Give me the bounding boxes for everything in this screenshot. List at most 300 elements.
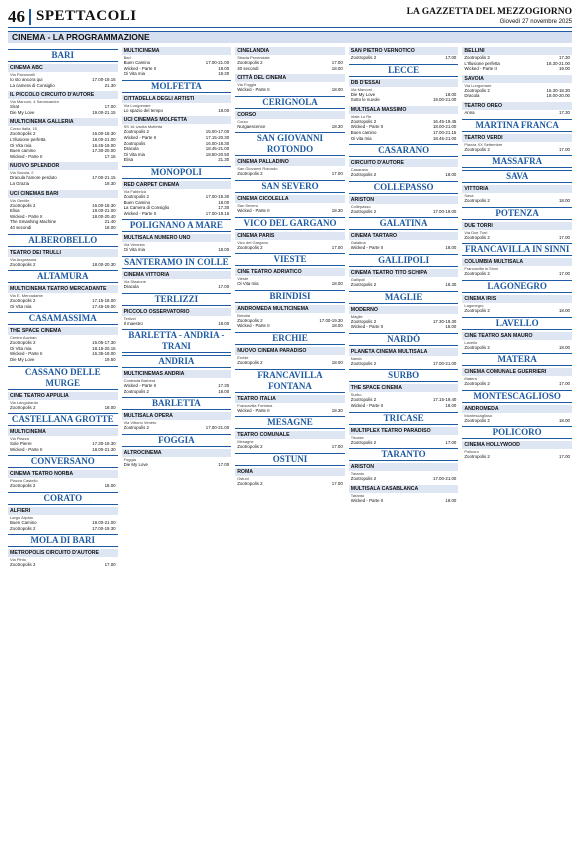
cinema-name: DUE TORRI	[462, 222, 572, 230]
film-title: Zootropolis 2	[464, 271, 490, 277]
city-heading: BARI	[8, 49, 118, 62]
film-title: Zootropolis 2	[237, 480, 263, 486]
showtimes: 15.00-17.00	[205, 129, 230, 135]
showtimes: 17.00-19.30	[319, 317, 343, 323]
showtimes: 18.00-20.40	[92, 213, 116, 219]
cinema-name: CINEMA HOLLYWOOD	[462, 441, 572, 449]
film-row	[462, 110, 572, 116]
cinema-address: Surbo	[350, 392, 362, 398]
film-title: Dracula l'amore perduto	[10, 175, 57, 181]
showtimes: 19.30	[104, 180, 116, 186]
film-title: Zootropolis 2	[237, 317, 263, 323]
city-heading: MESAGNE	[235, 416, 345, 429]
film-title: Wicked - Parte II	[350, 402, 384, 408]
cinema-address: Vieste	[237, 276, 249, 282]
cinema-address: Via Stazione	[123, 278, 146, 284]
showtimes: 17.00-19.30	[205, 193, 230, 199]
city-heading: TARANTO	[349, 448, 459, 461]
showtimes: 18.00	[445, 402, 457, 408]
cinema-address: Via Savoia, 2	[10, 170, 34, 176]
film-title: Zootropolis 2	[237, 244, 263, 250]
showtimes: 18.30-21.00	[546, 60, 570, 66]
film-title: Wicked - Parte II	[237, 87, 270, 93]
cinema-block	[122, 116, 232, 163]
film-title: Wicked - Parte II	[10, 213, 43, 219]
showtimes: 17.00	[331, 60, 343, 65]
film-title: Zootropolis 2	[350, 281, 377, 287]
cinema-block	[349, 79, 459, 103]
listing-column	[462, 47, 572, 835]
film-title: Zootropolis 2	[464, 146, 490, 152]
film-title: 40 secondi	[237, 65, 259, 71]
film-row	[122, 389, 232, 395]
showtimes: 17.00-21.15	[432, 129, 457, 135]
film-title: Zootropolis 2	[10, 340, 36, 346]
cinema-name: MULTISALA OPERA	[122, 412, 232, 420]
cinema-name: CITTÀ DEL CINEMA	[235, 74, 345, 82]
city-heading: ALTAMURA	[8, 270, 118, 283]
cinema-address: Via Due Torri	[464, 229, 488, 235]
showtimes: 17.00	[218, 461, 230, 467]
film-title: Nurgaescence	[237, 123, 266, 129]
showtimes: 17.00	[558, 146, 570, 152]
showtimes: 18.00	[445, 91, 457, 97]
cinema-name: TEATRO VERDI	[462, 134, 572, 142]
cinema-name: CINEMA COMUNALE GUERRIERI	[462, 368, 572, 376]
cinema-name: ALTROCINEMA	[122, 449, 232, 457]
cinema-block	[122, 95, 232, 114]
cinema-address: Via Venezia	[123, 242, 145, 248]
city-heading: CASARANO	[349, 144, 459, 157]
showtimes: 21.30	[104, 82, 116, 88]
city-heading: POLIGNANO A MARE	[122, 219, 232, 232]
film-row	[122, 462, 232, 468]
showtimes: 18.30	[331, 407, 343, 413]
film-title: Anna	[464, 109, 475, 115]
film-row	[235, 245, 345, 251]
city-heading: OSTUNI	[235, 453, 345, 466]
city-heading: GALATINA	[349, 217, 459, 230]
film-row	[462, 381, 572, 387]
film-title: Zootropolis 2	[10, 483, 36, 489]
film-title: Dracula	[123, 283, 139, 289]
cinema-address: Via E. Mercadante	[10, 293, 43, 299]
cinema-block	[122, 308, 232, 327]
cinema-block	[122, 181, 232, 216]
film-row	[349, 136, 459, 142]
film-title: Zootropolis 2	[123, 425, 149, 431]
cinema-name: CINEMA ABC	[8, 64, 118, 72]
film-title: Zootropolis 2	[464, 417, 490, 423]
film-row	[235, 323, 345, 329]
film-title: Zootropolis 2	[10, 562, 36, 568]
cinema-address: Galatina	[350, 240, 366, 246]
cinema-name: TEATRO COMUNALE	[235, 431, 345, 439]
city-heading: BRINDISI	[235, 290, 345, 303]
section-title: SPETTACOLI	[36, 8, 137, 24]
showtimes: 17.00-19.30	[92, 525, 116, 531]
film-title: Wicked - Parte II	[464, 66, 497, 72]
cinema-address: Via Vittorio Veneto	[123, 420, 157, 426]
cinema-address: Bari	[123, 55, 131, 60]
film-title: Zootropolis	[123, 140, 146, 146]
city-heading: MOLFETTA	[122, 80, 232, 93]
showtimes: 19.50	[104, 357, 116, 363]
cinema-address: Nardò	[350, 355, 362, 361]
page-number: 46	[8, 6, 25, 26]
film-row	[122, 71, 232, 77]
cinema-address: Maglie	[350, 313, 363, 319]
cinema-block	[462, 47, 572, 72]
film-title: L'Illusione perfetta	[10, 136, 46, 142]
film-row	[122, 157, 232, 163]
cinema-name: MULTICINEMA GALLERIA	[8, 118, 118, 126]
showtimes: 18.00-20.00	[546, 93, 570, 99]
listing-column	[122, 47, 232, 835]
showtimes: 17.30-19.30	[432, 318, 457, 324]
cinema-name: CINEMA TEATRO TITO SCHIPA	[349, 269, 459, 277]
cinema-address: Erchie	[237, 354, 249, 360]
city-heading: COLLEPASSO	[349, 181, 459, 194]
cinema-address: Piazza XX Settembre	[464, 141, 503, 147]
city-heading: CONVERSANO	[8, 455, 118, 468]
cinema-name: TEATRO DEI TRULLI	[8, 249, 118, 257]
cinema-name: CINEMA VITTORIA	[122, 271, 232, 279]
film-row	[235, 87, 345, 93]
film-title: Buen Camino	[123, 199, 151, 205]
cinema-address: Largo Arpaia	[10, 515, 33, 521]
city-heading: POLICORO	[462, 426, 572, 439]
cinema-block	[462, 441, 572, 460]
showtimes: 18.00	[331, 65, 343, 71]
city-heading: TRICASE	[349, 412, 459, 425]
cinema-address: Via Anguissola	[10, 256, 37, 262]
city-heading: SANTERAMO IN COLLE	[122, 256, 232, 269]
showtimes: 17.00	[331, 480, 343, 486]
film-title: Wicked - Parte II	[10, 446, 43, 452]
city-heading: SAVA	[462, 170, 572, 183]
cinema-block	[462, 405, 572, 424]
film-title: Elisa	[123, 157, 134, 163]
cinema-address: Via Marconi	[350, 86, 372, 92]
city-heading: VICO DEL GARGANO	[235, 217, 345, 230]
cinema-block	[8, 91, 118, 115]
cinema-block	[235, 347, 345, 366]
cinema-name: CINEMA CICOLELLA	[235, 195, 345, 203]
cinema-address: Strada Provinciale	[237, 55, 270, 60]
showtimes: 18.00-21.00	[92, 520, 116, 526]
film-title: Elisa	[10, 208, 20, 214]
cinema-block	[462, 368, 572, 387]
cinema-name: NUOVO SPLENDOR	[8, 162, 118, 170]
cinema-block	[349, 47, 459, 61]
film-title: 40 secondi	[10, 224, 32, 230]
film-title: Zootropolis 2	[350, 397, 377, 403]
showtimes: 17.30	[218, 205, 230, 211]
cinema-name: CINEMA IRIS	[462, 295, 572, 303]
city-heading: CASAMASSIMA	[8, 312, 118, 325]
city-heading: MONOPOLI	[122, 166, 232, 179]
cinema-address: Via Pinto	[10, 557, 26, 563]
cinema-address: Terlizzi	[123, 315, 136, 321]
city-heading: SURBO	[349, 369, 459, 382]
showtimes: 17.00	[445, 55, 457, 60]
cinema-address: Contrada Barbera	[123, 378, 156, 384]
showtimes: 18.00	[104, 224, 116, 230]
film-row	[122, 211, 232, 217]
city-heading: LAVELLO	[462, 317, 572, 330]
film-title: Zootropolis 2	[464, 198, 490, 204]
film-title: Zootropolis 2	[237, 444, 263, 450]
showtimes: 18.45-21.00	[432, 135, 457, 141]
cinema-name: CINELANDIA	[235, 47, 345, 55]
cinema-name: MULTIPLEX TEATRO PARADISO	[349, 427, 459, 435]
city-heading: ANDRIA	[122, 355, 232, 368]
film-row	[122, 425, 232, 431]
showtimes: 19.00	[558, 66, 570, 72]
showtimes: 16.30-18.30	[546, 87, 570, 93]
cinema-address: Gallipoli	[350, 276, 366, 282]
cinema-address: Via Foggia	[237, 82, 257, 88]
film-row	[122, 321, 232, 327]
film-title: Sirat	[10, 104, 20, 110]
film-title: Die My Love	[10, 357, 35, 363]
city-heading: MAGLIE	[349, 291, 459, 304]
cinema-name: UCI CINEMAS BARI	[8, 190, 118, 198]
film-row	[462, 93, 572, 99]
showtimes: 16.45-19.45	[432, 118, 457, 124]
cinema-block	[122, 412, 232, 431]
cinema-block	[349, 427, 459, 446]
cinema-block	[8, 64, 118, 88]
cinema-name: BELLINI	[462, 47, 572, 55]
showtimes: 16.05-17.30	[92, 340, 116, 346]
section-banner: CINEMA - LA PROGRAMMAZIONE	[8, 31, 572, 43]
city-heading: MATERA	[462, 353, 572, 366]
cinema-block	[349, 348, 459, 367]
film-title: Die My Love	[10, 109, 35, 115]
cinema-name: COLUMBIA MULTISALA	[462, 258, 572, 266]
film-row	[349, 245, 459, 251]
city-heading: GALLIPOLI	[349, 254, 459, 267]
film-title: Zootropolis 2	[10, 202, 36, 208]
cinema-name: MULTICINEMAS ANDRIA	[122, 370, 232, 378]
cinema-name: MULTICINEMA TEATRO MERCADANTE	[8, 285, 118, 293]
showtimes: 18.00-21.00	[92, 136, 116, 142]
film-row	[349, 97, 459, 103]
film-title: Il maestro	[123, 320, 143, 326]
film-title: Sotto le nuvole	[350, 97, 380, 103]
cinema-name: TEATRO OREO	[462, 102, 572, 110]
showtimes: 19.00-21.15	[92, 109, 116, 115]
cinema-name: SAVOIA	[462, 75, 572, 83]
cinema-address: Mesagne	[237, 439, 254, 445]
showtimes: 18.00	[104, 483, 116, 489]
film-title: Zootropolis 2	[10, 261, 36, 267]
showtimes: 18.00	[558, 307, 570, 313]
film-title: Sole Pierre	[10, 441, 32, 447]
film-title: Oi Vita mia	[10, 303, 32, 309]
cinema-address: Policoro	[464, 449, 479, 455]
film-title: Buen camino	[350, 129, 377, 135]
film-row	[8, 262, 118, 268]
cinema-name: ANDROMEDA MULTICINEMA	[235, 305, 345, 313]
showtimes: 18.00	[558, 344, 570, 350]
city-heading: FOGGIA	[122, 434, 232, 447]
film-row	[462, 418, 572, 424]
city-heading: SAN GIOVANNI ROTONDO	[235, 132, 345, 156]
cinema-block	[235, 305, 345, 329]
film-title: Oi Vita mia	[237, 281, 259, 287]
film-title: Io sto ancora qui	[10, 77, 43, 82]
film-title: The Smashing Machine	[10, 219, 57, 225]
city-heading: CORATO	[8, 492, 118, 505]
cinema-block	[462, 185, 572, 204]
city-heading: LAGONEGRO	[462, 280, 572, 293]
showtimes: 17.00-21.00	[205, 425, 230, 431]
cinema-block	[235, 111, 345, 130]
cinema-block	[122, 370, 232, 394]
film-row	[349, 403, 459, 409]
film-title: Zootropolis 2	[10, 525, 36, 531]
film-row	[122, 284, 232, 290]
film-row	[462, 271, 572, 277]
film-row	[349, 361, 459, 367]
film-title: Wicked - Parte II	[237, 323, 270, 329]
film-title: Zootropolis 2	[464, 344, 490, 350]
cinema-address: Casarano	[350, 167, 369, 173]
cinema-name: MODERNO	[349, 306, 459, 314]
cinema-block	[8, 470, 118, 489]
showtimes: 18.00-21.00	[432, 124, 457, 130]
film-row	[235, 481, 345, 487]
film-row	[8, 447, 118, 453]
city-heading: FRANCAVILLA FONTANA	[235, 369, 345, 393]
cinema-block	[235, 158, 345, 177]
cinema-name: VITTORIA	[462, 185, 572, 193]
showtimes: 17.00	[331, 171, 343, 177]
cinema-block	[8, 507, 118, 531]
cinema-name: THE SPACE CINEMA	[349, 384, 459, 392]
showtimes: 19.30	[218, 71, 230, 77]
cinema-block	[235, 431, 345, 450]
cinema-name: RED CARPET CINEMA	[122, 181, 232, 189]
showtimes: 17.00	[218, 283, 230, 289]
film-row	[235, 171, 345, 177]
film-title: Zootropolis 2	[10, 131, 36, 137]
cinema-block	[8, 118, 118, 159]
city-heading: MARTINA FRANCA	[462, 119, 572, 132]
cinema-name: SAN PIETRO VERNOTICO	[349, 47, 459, 55]
cinema-name: DB D'ESSAI	[349, 79, 459, 87]
film-row	[235, 66, 345, 72]
cinema-block	[349, 106, 459, 141]
showtimes: 18.00	[445, 245, 457, 251]
showtimes: 17.00-19.15	[205, 210, 230, 216]
cinema-block	[235, 195, 345, 214]
showtimes: 17.00	[445, 439, 457, 445]
cinema-name: ALFIERI	[8, 507, 118, 515]
cinema-address: Corso Italia, 15	[10, 126, 37, 132]
city-heading: BARLETTA	[122, 397, 232, 410]
film-title: Zootropolis 2	[10, 298, 36, 304]
showtimes: 18.00	[218, 388, 230, 394]
film-row	[462, 66, 572, 72]
cinema-name: IL PICCOLO CIRCUITO D'AUTORE	[8, 91, 118, 99]
cinema-address: San Severo	[237, 202, 259, 208]
film-title: Oi Vita mia	[123, 151, 145, 157]
cinema-block	[462, 102, 572, 116]
cinema-address: Via Piazza	[10, 436, 29, 442]
film-row	[8, 405, 118, 411]
film-title: Zootropolis 2	[350, 318, 377, 324]
city-heading: VIESTE	[235, 253, 345, 266]
cinema-address: Corso	[237, 118, 248, 124]
film-title: La Camera di Consiglio	[123, 205, 170, 211]
showtimes: 18.30	[445, 281, 457, 287]
cinema-address: Taranto	[350, 471, 365, 477]
cinema-name: TEATRO ITALIA	[235, 395, 345, 403]
city-heading: POTENZA	[462, 207, 572, 220]
showtimes: 18.00	[218, 65, 230, 71]
cinema-name: CINEMA TEATRO NORBA	[8, 470, 118, 478]
film-row	[122, 108, 232, 114]
cinema-address: Foggia	[123, 456, 136, 462]
cinema-address: Montescaglioso	[464, 412, 493, 418]
film-row	[122, 247, 232, 253]
showtimes: 18.00	[218, 247, 230, 253]
film-row	[8, 110, 118, 116]
cinema-address: Via Gentile	[10, 197, 30, 203]
film-row	[349, 55, 459, 61]
film-title: Buen Camino	[123, 60, 151, 65]
city-heading: SAN SEVERO	[235, 180, 345, 193]
film-title: Wicked - Parte II	[123, 134, 157, 140]
showtimes: 18.00	[445, 324, 457, 330]
cinema-name: NUOVO CINEMA PARADISO	[235, 347, 345, 355]
city-heading: TERLIZZI	[122, 293, 232, 306]
cinema-address: Francavilla Fontana	[237, 402, 273, 408]
cinema-block	[122, 47, 232, 77]
film-title: Zootropolis 2	[350, 55, 377, 60]
city-heading: MOLA DI BARI	[8, 534, 118, 547]
film-title: L'Illusione perfetta	[464, 60, 500, 66]
cinema-name: CINE TEATRO APPULIA	[8, 392, 118, 400]
film-title: Oi Vita mia	[10, 142, 32, 148]
showtimes: 18.00	[331, 359, 343, 365]
listing-column	[349, 47, 459, 835]
listing-column	[8, 47, 118, 835]
film-row	[8, 304, 118, 310]
film-title: Zootropolis 2	[350, 118, 377, 124]
film-title: Dracula	[464, 93, 480, 99]
cinema-block	[8, 549, 118, 568]
newspaper-name: LA GAZZETTA DEL MEZZOGIORNO	[406, 6, 572, 17]
film-title: Zootropolis 2	[350, 439, 377, 445]
cinema-block	[462, 332, 572, 351]
film-row	[349, 282, 459, 288]
cinema-block	[349, 306, 459, 330]
cinema-block	[349, 159, 459, 178]
film-row	[462, 235, 572, 241]
showtimes: 17.15-20.30	[205, 134, 230, 140]
showtimes: 17.15	[104, 153, 116, 159]
cinema-address: Via Langobardo	[10, 399, 39, 405]
city-heading: MONTESCAGLIOSO	[462, 390, 572, 403]
cinema-block	[235, 468, 345, 487]
cinema-block	[235, 232, 345, 251]
showtimes: 18.15-20.15	[92, 345, 116, 351]
